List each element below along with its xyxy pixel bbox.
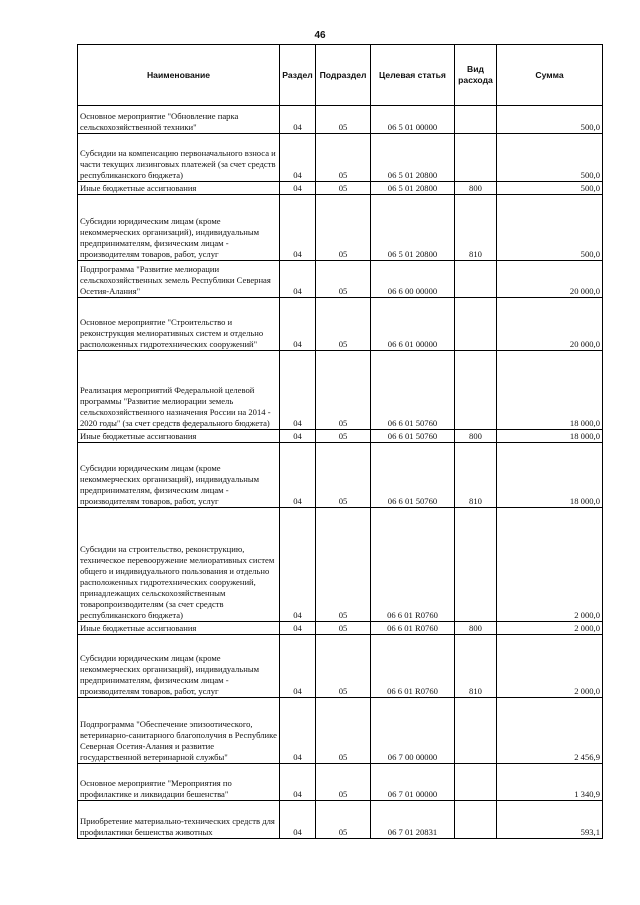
row-name: Реализация мероприятий Федеральной целевой программы "Развитие мелиорации земель сельскохозяйственного назначения России на 2014 - 2020 годы" (за счет средств федерального бюджета)	[78, 351, 280, 430]
row-subsection: 05	[316, 195, 371, 261]
row-amount: 20 000,0	[497, 298, 603, 351]
row-target: 06 6 00 00000	[371, 261, 455, 298]
row-amount: 2 000,0	[497, 635, 603, 698]
row-expense-type	[455, 508, 497, 622]
row-target: 06 5 01 20800	[371, 134, 455, 182]
table-row	[78, 430, 603, 443]
row-subsection: 05	[316, 182, 371, 195]
row-target: 06 6 01 R0760	[371, 622, 455, 635]
row-amount: 500,0	[497, 195, 603, 261]
row-target: 06 6 01 00000	[371, 298, 455, 351]
row-name: Основное мероприятие "Обновление парка сельскохозяйственной техники"	[78, 106, 280, 134]
row-amount: 500,0	[497, 106, 603, 134]
row-name: Субсидии юридическим лицам (кроме некоммерческих организаций), индивидуальным предпринимателям, физическим лицам - производителям товаров, работ, услуг	[78, 195, 280, 261]
header-target: Целевая статья	[371, 45, 455, 106]
table-row	[78, 182, 603, 195]
row-amount: 2 000,0	[497, 508, 603, 622]
row-section: 04	[280, 298, 316, 351]
row-section: 04	[280, 195, 316, 261]
row-expense-type	[455, 764, 497, 801]
row-section: 04	[280, 635, 316, 698]
row-name: Основное мероприятие "Мероприятия по профилактике и ликвидации бешенства"	[78, 764, 280, 801]
row-expense-type	[455, 261, 497, 298]
row-expense-type	[455, 351, 497, 430]
row-target: 06 7 00 00000	[371, 698, 455, 764]
table-row	[78, 698, 603, 764]
row-section: 04	[280, 430, 316, 443]
row-subsection: 05	[316, 635, 371, 698]
row-name: Субсидии на строительство, реконструкцию, техническое перевооружение мелиоративных систем общего и индивидуального пользования и отдельно расположенных гидротехнических сооружений, принадлежащих сельскохозяйственным товаропроизводителям (за счет средств республиканского бюджета)	[78, 508, 280, 622]
row-amount: 593,1	[497, 801, 603, 839]
row-expense-type	[455, 698, 497, 764]
page-number: 46	[314, 30, 326, 41]
table-row	[78, 635, 603, 698]
row-name: Подпрограмма "Развитие мелиорации сельскохозяйственных земель Республики Северная Осетия-Алания"	[78, 261, 280, 298]
header-expense-type: Вид расхода	[455, 45, 497, 106]
row-name: Субсидии юридическим лицам (кроме некоммерческих организаций), индивидуальным предпринимателям, физическим лицам - производителям товаров, работ, услуг	[78, 635, 280, 698]
row-target: 06 7 01 00000	[371, 764, 455, 801]
table-row	[78, 298, 603, 351]
row-subsection: 05	[316, 508, 371, 622]
row-name: Иные бюджетные ассигнования	[78, 622, 280, 635]
row-subsection: 05	[316, 764, 371, 801]
row-amount: 18 000,0	[497, 430, 603, 443]
table-row	[78, 134, 603, 182]
row-section: 04	[280, 443, 316, 508]
row-section: 04	[280, 508, 316, 622]
row-target: 06 7 01 20831	[371, 801, 455, 839]
row-section: 04	[280, 698, 316, 764]
row-expense-type: 810	[455, 635, 497, 698]
row-subsection: 05	[316, 261, 371, 298]
table-row	[78, 764, 603, 801]
row-target: 06 5 01 20800	[371, 182, 455, 195]
row-amount: 500,0	[497, 182, 603, 195]
row-section: 04	[280, 134, 316, 182]
table-row	[78, 106, 603, 134]
row-subsection: 05	[316, 106, 371, 134]
row-subsection: 05	[316, 134, 371, 182]
table-row	[78, 801, 603, 839]
table-row	[78, 622, 603, 635]
row-expense-type	[455, 106, 497, 134]
row-subsection: 05	[316, 443, 371, 508]
row-section: 04	[280, 261, 316, 298]
row-expense-type: 800	[455, 430, 497, 443]
header-section: Раздел	[280, 45, 316, 106]
table-row	[78, 443, 603, 508]
row-expense-type: 810	[455, 195, 497, 261]
row-name: Приобретение материально-технических средств для профилактики бешенства животных	[78, 801, 280, 839]
row-amount: 500,0	[497, 134, 603, 182]
row-expense-type	[455, 801, 497, 839]
row-amount: 18 000,0	[497, 443, 603, 508]
row-name: Субсидии юридическим лицам (кроме некоммерческих организаций), индивидуальным предпринимателям, физическим лицам - производителям товаров, работ, услуг	[78, 443, 280, 508]
row-expense-type: 800	[455, 622, 497, 635]
row-section: 04	[280, 622, 316, 635]
table-row	[78, 195, 603, 261]
table-row	[78, 261, 603, 298]
row-subsection: 05	[316, 801, 371, 839]
header-subsection: Подраздел	[316, 45, 371, 106]
row-target: 06 5 01 20800	[371, 195, 455, 261]
row-amount: 18 000,0	[497, 351, 603, 430]
row-expense-type: 800	[455, 182, 497, 195]
row-section: 04	[280, 182, 316, 195]
row-amount: 1 340,9	[497, 764, 603, 801]
row-section: 04	[280, 764, 316, 801]
row-subsection: 05	[316, 698, 371, 764]
row-expense-type	[455, 134, 497, 182]
row-name: Основное мероприятие "Строительство и реконструкция мелиоративных систем и отдельно расположенных гидротехнических сооружений"	[78, 298, 280, 351]
budget-table	[77, 44, 603, 839]
row-target: 06 5 01 00000	[371, 106, 455, 134]
row-target: 06 6 01 R0760	[371, 635, 455, 698]
row-target: 06 6 01 50760	[371, 443, 455, 508]
row-name: Подпрограмма "Обеспечение эпизоотического, ветеринарно-санитарного благополучия в Республике Северная Осетия-Алания и развитие государственной ветеринарной службы"	[78, 698, 280, 764]
row-subsection: 05	[316, 298, 371, 351]
header-name: Наименование	[78, 45, 280, 106]
row-expense-type: 810	[455, 443, 497, 508]
table-header-row	[78, 45, 603, 106]
row-amount: 2 000,0	[497, 622, 603, 635]
row-name: Иные бюджетные ассигнования	[78, 182, 280, 195]
row-target: 06 6 01 50760	[371, 430, 455, 443]
row-subsection: 05	[316, 351, 371, 430]
row-section: 04	[280, 351, 316, 430]
row-section: 04	[280, 106, 316, 134]
row-amount: 2 456,9	[497, 698, 603, 764]
row-subsection: 05	[316, 622, 371, 635]
table-row	[78, 351, 603, 430]
row-name: Иные бюджетные ассигнования	[78, 430, 280, 443]
row-target: 06 6 01 R0760	[371, 508, 455, 622]
row-amount: 20 000,0	[497, 261, 603, 298]
row-subsection: 05	[316, 430, 371, 443]
row-section: 04	[280, 801, 316, 839]
row-expense-type	[455, 298, 497, 351]
table-row	[78, 508, 603, 622]
row-target: 06 6 01 50760	[371, 351, 455, 430]
header-amount: Сумма	[497, 45, 603, 106]
row-name: Субсидии на компенсацию первоначального взноса и части текущих лизинговых платежей (за счет средств республиканского бюджета)	[78, 134, 280, 182]
